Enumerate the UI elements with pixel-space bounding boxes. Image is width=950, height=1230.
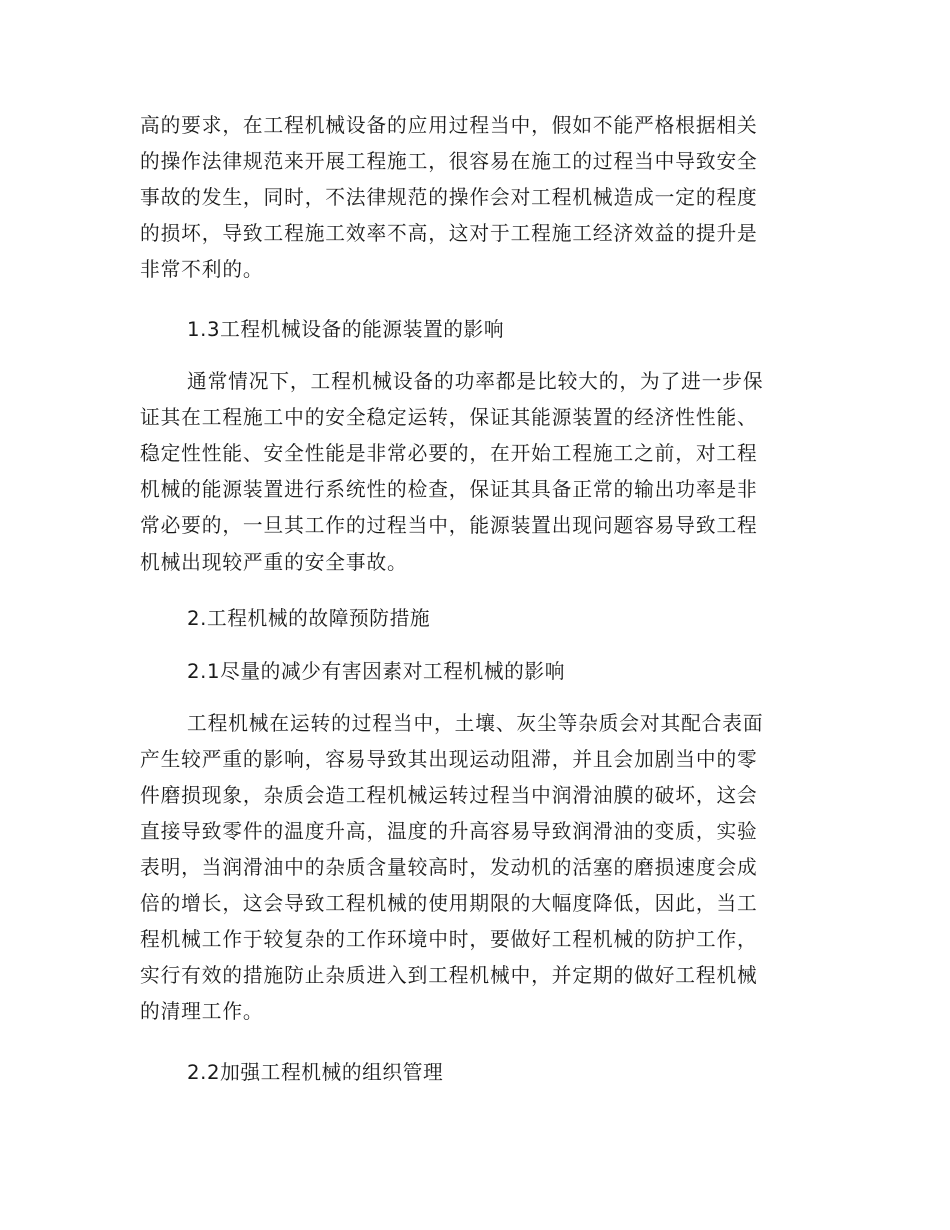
paragraph-line: 程机械工作于较复杂的工作环境中时，要做好工程机械的防护工作， (140, 928, 758, 951)
paragraph-line: 机械的能源装置进行系统性的检查，保证其具备正常的输出功率是非 (140, 478, 758, 501)
section-heading-2-1: 2.1尽量的减少有害因素对工程机械的影响 (187, 660, 565, 683)
paragraph-line: 工程机械在运转的过程当中，土壤、灰尘等杂质会对其配合表面 (187, 712, 764, 735)
paragraph-line: 表明，当润滑油中的杂质含量较高时，发动机的活塞的磨损速度会成 (140, 856, 758, 879)
paragraph-line: 的清理工作。 (140, 1000, 264, 1023)
paragraph-line: 的损坏，导致工程施工效率不高，这对于工程施工经济效益的提升是 (140, 222, 758, 245)
paragraph-line: 通常情况下，工程机械设备的功率都是比较大的，为了进一步保 (187, 370, 764, 393)
paragraph-line: 事故的发生，同时，不法律规范的操作会对工程机械造成一定的程度 (140, 186, 758, 209)
paragraph-line: 稳定性性能、安全性能是非常必要的，在开始工程施工之前，对工程 (140, 442, 758, 465)
paragraph-line: 非常不利的。 (140, 258, 264, 281)
paragraph-line: 倍的增长，这会导致工程机械的使用期限的大幅度降低，因此，当工 (140, 892, 758, 915)
paragraph-line: 常必要的，一旦其工作的过程当中，能源装置出现问题容易导致工程 (140, 514, 758, 537)
paragraph-line: 直接导致零件的温度升高，温度的升高容易导致润滑油的变质，实验 (140, 820, 758, 843)
section-heading-2-2: 2.2加强工程机械的组织管理 (187, 1061, 444, 1084)
section-heading-2: 2.工程机械的故障预防措施 (187, 607, 431, 630)
paragraph-line: 高的要求，在工程机械设备的应用过程当中，假如不能严格根据相关 (140, 114, 758, 137)
paragraph-line: 证其在工程施工中的安全稳定运转，保证其能源装置的经济性性能、 (140, 406, 758, 429)
paragraph-line: 实行有效的措施防止杂质进入到工程机械中，并定期的做好工程机械 (140, 964, 758, 987)
section-heading-1-3: 1.3工程机械设备的能源装置的影响 (187, 318, 505, 341)
paragraph-line: 件磨损现象，杂质会造工程机械运转过程当中润滑油膜的破坏，这会 (140, 784, 758, 807)
paragraph-line: 产生较严重的影响，容易导致其出现运动阻滞，并且会加剧当中的零 (140, 748, 758, 771)
paragraph-line: 的操作法律规范来开展工程施工，很容易在施工的过程当中导致安全 (140, 150, 758, 173)
paragraph-line: 机械出现较严重的安全事故。 (140, 551, 408, 574)
